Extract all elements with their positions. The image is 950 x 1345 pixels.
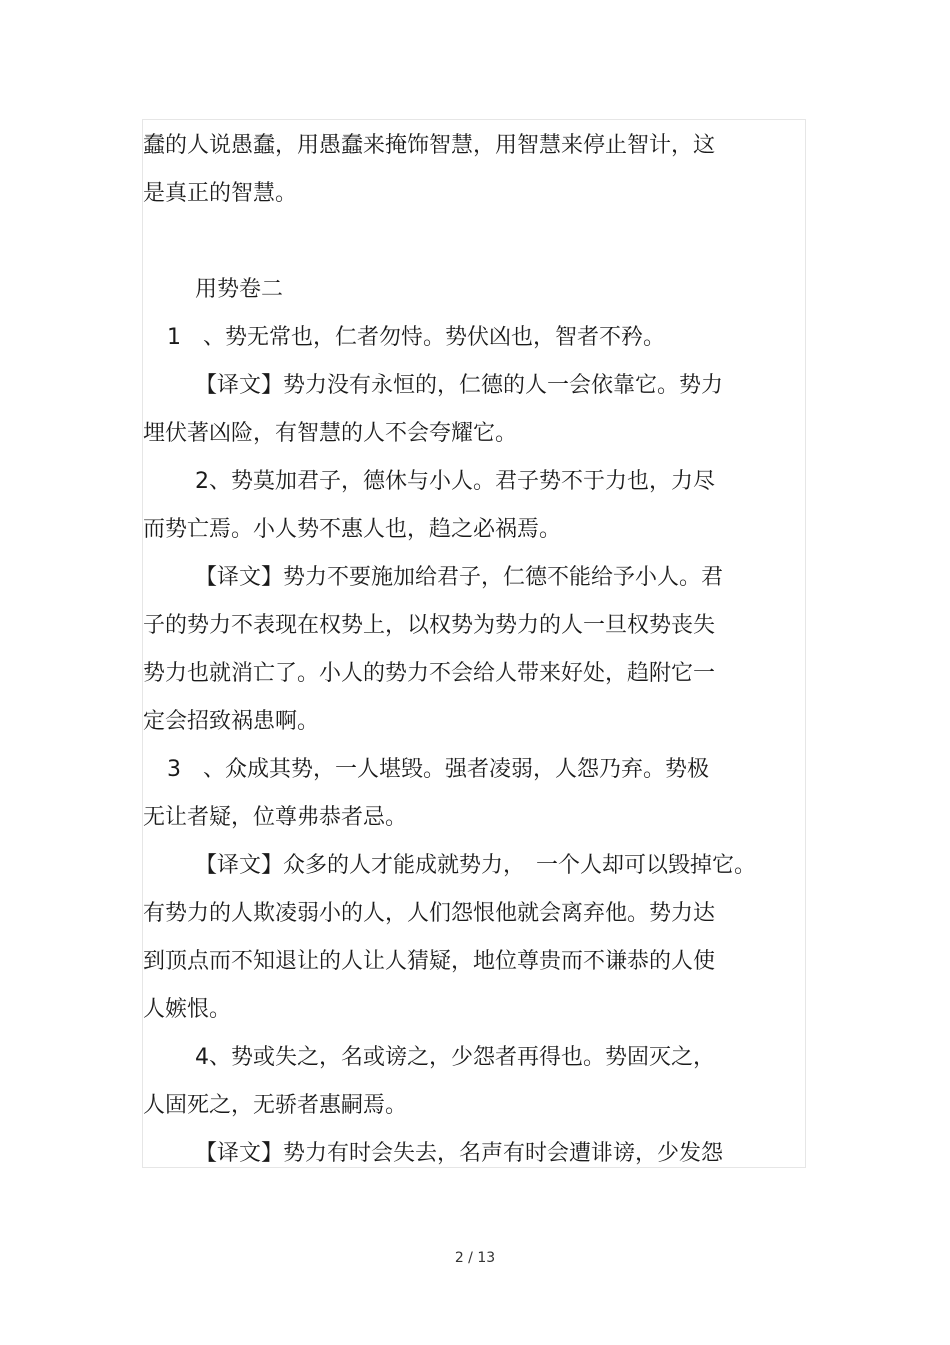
text-line: 势力也就消亡了。小人的势力不会给人带来好处，趋附它一 [143,661,716,686]
text-line: 3 、众成其势，一人堪毁。强者凌弱，人怨乃弃。势极 [167,757,709,782]
text-line: 1 、势无常也，仁者勿恃。势伏凶也，智者不矜。 [167,325,665,350]
text-line: 埋伏著凶险，有智慧的人不会夸耀它。 [143,421,518,446]
text-line: 【译文】势力没有永恒的，仁德的人一会依靠它。势力 [195,373,724,398]
text-line: 无让者疑，位尊弗恭者忌。 [143,805,408,830]
text-line: 【译文】势力有时会失去，名声有时会遭诽谤，少发怨 [195,1141,724,1166]
text-line: 是真正的智慧。 [143,181,298,206]
text-line: 人固死之，无骄者惠嗣焉。 [143,1093,408,1118]
section-heading: 用势卷二 [195,277,284,302]
text-line: 子的势力不表现在权势上，以权势为势力的人一旦权势丧失 [143,613,716,638]
text-line: 而势亡焉。小人势不惠人也，趋之必祸焉。 [143,517,562,542]
text-line: 有势力的人欺凌弱小的人，人们怨恨他就会离弃他。势力达 [143,901,716,926]
text-line: 4、势或失之，名或谤之，少怨者再得也。势固灭之， [195,1045,715,1070]
text-line: 【译文】势力不要施加给君子，仁德不能给予小人。君 [195,565,724,590]
text-line: 到顶点而不知退让的人让人猜疑，地位尊贵而不谦恭的人使 [143,949,716,974]
text-line: 蠢的人说愚蠢，用愚蠢来掩饰智慧，用智慧来停止智计，这 [143,133,716,158]
page-number: 2 / 13 [454,1250,496,1266]
text-line: 2、势莫加君子，德休与小人。君子势不于力也，力尽 [195,469,715,494]
text-line: 【译文】众多的人才能成就势力， 一个人却可以毁掉它。 [195,853,757,878]
text-line: 定会招致祸患啊。 [143,709,320,734]
text-line: 人嫉恨。 [143,997,232,1022]
